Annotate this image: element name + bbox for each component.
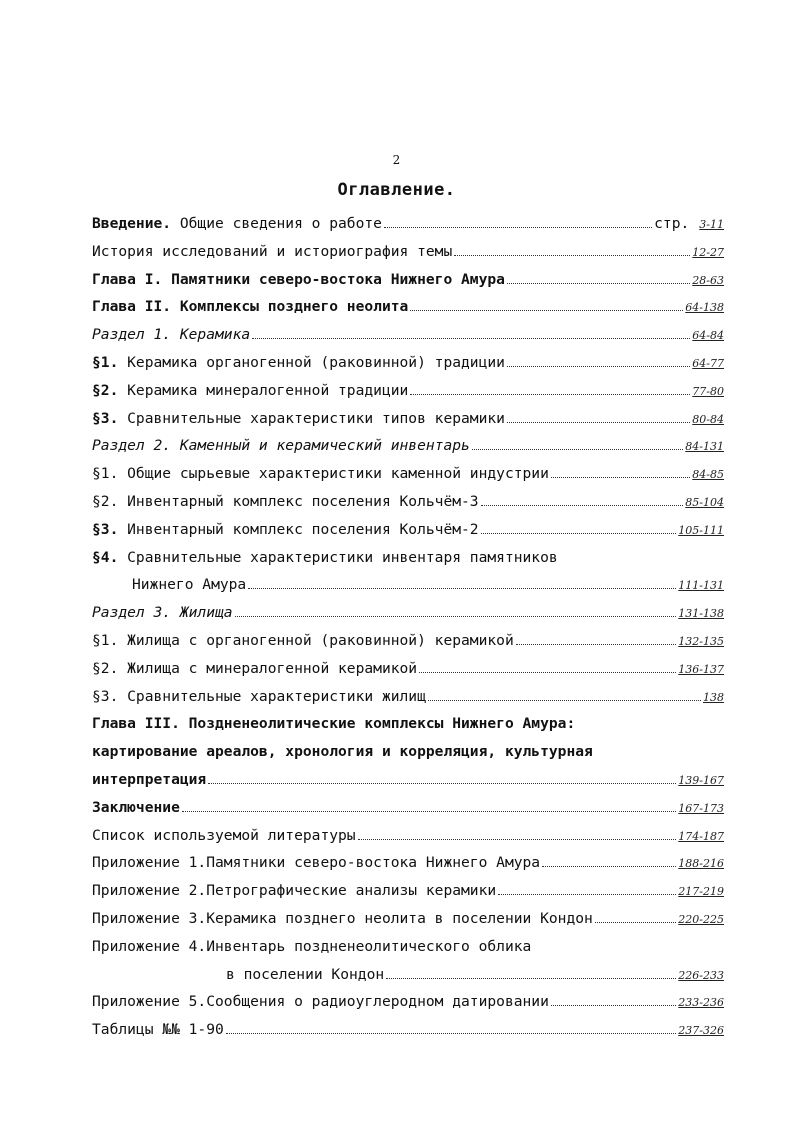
toc-entry xyxy=(92,599,724,627)
page-range: 138 xyxy=(703,690,724,704)
toc-entry-text-text: Таблицы №№ 1-90 xyxy=(92,1021,224,1039)
dot-leader xyxy=(410,377,690,395)
toc-entry-title xyxy=(132,571,246,599)
toc-entry-title xyxy=(92,293,408,321)
toc-entry-title xyxy=(92,405,505,433)
toc-entry xyxy=(92,432,724,460)
toc-entry-text-text: Приложение 5.Сообщения о радиоуглеродном датировании xyxy=(92,993,549,1011)
toc-entry-title xyxy=(92,988,549,1016)
toc-entry-text-text: Приложение 2.Петрографические анализы керамики xyxy=(92,882,497,900)
toc-entry-text-text: Список используемой литературы xyxy=(92,826,356,844)
page-range: 139-167 xyxy=(678,773,724,787)
toc-entry xyxy=(92,905,724,933)
toc-entry-bold-text: Заключение xyxy=(92,798,180,816)
toc-entry-title xyxy=(92,377,408,405)
toc-entry xyxy=(92,933,724,961)
toc-entry-title xyxy=(92,460,549,488)
page-title: Оглавление. xyxy=(337,180,456,200)
page-abbrev: стр. xyxy=(654,215,690,232)
toc-entry-title xyxy=(92,321,250,349)
toc-entry xyxy=(92,710,724,738)
toc-entry xyxy=(92,794,724,822)
dot-leader xyxy=(208,766,676,784)
toc-entry-text-text: Инвентарный комплекс поселения Кольчём-2 xyxy=(118,520,479,538)
toc-entry-title xyxy=(92,849,540,877)
page-range: 220-225 xyxy=(678,912,724,926)
toc-entry xyxy=(92,988,724,1016)
toc-entry xyxy=(92,683,724,711)
dot-leader xyxy=(507,405,690,423)
dot-leader xyxy=(507,266,690,284)
toc-entry-title xyxy=(92,877,496,905)
toc-entry-bold-text: Глава I. Памятники северо-востока Нижнего Амура xyxy=(92,270,505,288)
toc-entry xyxy=(92,349,724,377)
toc-entry-title xyxy=(92,905,593,933)
toc-entry-text-text: §2. Жилища с минералогенной керамикой xyxy=(92,659,418,677)
page-range: 132-135 xyxy=(678,634,724,648)
toc-entry-title xyxy=(92,933,531,961)
toc-entry xyxy=(92,877,724,905)
toc-entry-title xyxy=(92,766,206,794)
toc-entry xyxy=(92,766,724,794)
page-range: 80-84 xyxy=(692,412,724,426)
page-range: 111-131 xyxy=(678,579,724,593)
toc-entry xyxy=(92,1016,724,1044)
page-range: 84-85 xyxy=(692,468,724,482)
toc-entry-title xyxy=(92,794,180,822)
toc-entry-bold-text: Введение. xyxy=(92,215,172,232)
page-range: 217-219 xyxy=(678,885,724,899)
table-of-contents xyxy=(92,210,724,1044)
dot-leader xyxy=(384,210,652,228)
toc-entry-title xyxy=(92,544,558,572)
toc-entry-bold-text: §3. xyxy=(92,520,119,538)
dot-leader xyxy=(595,905,676,923)
toc-entry xyxy=(92,377,724,405)
toc-entry-title xyxy=(92,822,356,850)
toc-entry-bold-text: Глава III. Поздненеолитические комплексы Нижнего Амура: xyxy=(92,715,576,733)
toc-entry-bold-text: Глава II. Комплексы позднего неолита xyxy=(92,298,409,316)
dot-leader xyxy=(551,988,676,1006)
toc-entry-italic-text: Раздел 3. Жилища xyxy=(92,604,233,622)
toc-entry-title xyxy=(92,1016,224,1044)
toc-entry-text-text: Керамика минералогенной традиции xyxy=(118,381,409,399)
page-range: 28-63 xyxy=(692,273,724,287)
dot-leader xyxy=(410,293,683,311)
toc-entry-text-text: Приложение 4.Инвентарь поздненеолитического облика xyxy=(92,937,532,955)
toc-entry xyxy=(92,516,724,544)
toc-entry-title xyxy=(92,432,470,460)
toc-entry-text-text: §1. Жилища с органогенной (раковинной) керамикой xyxy=(92,631,514,649)
toc-entry xyxy=(92,822,724,850)
toc-entry xyxy=(92,405,724,433)
page-range: 136-137 xyxy=(678,662,724,676)
toc-entry-bold-text: §4. xyxy=(92,548,119,566)
dot-leader xyxy=(542,849,676,867)
toc-entry xyxy=(92,210,724,238)
toc-entry-bold-text: §2. xyxy=(92,381,119,399)
toc-entry-title xyxy=(92,238,452,266)
toc-entry-title xyxy=(92,710,575,738)
toc-entry-bold-text: §3. xyxy=(92,409,119,427)
page-range: 12-27 xyxy=(692,245,724,259)
page-range: 233-236 xyxy=(678,996,724,1010)
toc-entry xyxy=(92,266,724,294)
toc-entry xyxy=(92,238,724,266)
page-range: 105-111 xyxy=(678,523,724,537)
toc-entry-title xyxy=(92,210,382,238)
toc-entry-text-text: Сравнительные характеристики инвентаря памятников xyxy=(118,548,558,566)
toc-entry-text-text: §1. Общие сырьевые характеристики каменной индустрии xyxy=(92,465,549,483)
dot-leader xyxy=(507,349,690,367)
toc-entry-bold-text: картирование ареалов, хронология и корреляция, культурная xyxy=(92,743,593,761)
toc-entry xyxy=(92,655,724,683)
toc-entry-text-text: Нижнего Амура xyxy=(132,576,247,594)
dot-leader xyxy=(498,877,676,895)
dot-leader xyxy=(358,822,677,840)
toc-entry-text-text: в поселении Кондон xyxy=(226,965,385,983)
toc-entry-text-text: §3. Сравнительные характеристики жилищ xyxy=(92,687,426,705)
toc-entry-title xyxy=(92,738,593,766)
toc-entry xyxy=(92,849,724,877)
toc-entry xyxy=(92,738,724,766)
toc-entry-title xyxy=(92,266,505,294)
toc-entry xyxy=(92,488,724,516)
dot-leader xyxy=(226,1016,676,1034)
toc-entry-text-text: Общие сведения о работе xyxy=(171,215,382,232)
page-range: 174-187 xyxy=(678,829,724,843)
toc-entry-title xyxy=(92,349,505,377)
dot-leader xyxy=(481,516,677,534)
page-range: 64-84 xyxy=(692,329,724,343)
page-range: 226-233 xyxy=(678,968,724,982)
toc-entry-title xyxy=(92,488,479,516)
page-range: 85-104 xyxy=(685,495,724,509)
toc-entry-text-text: Керамика органогенной (раковинной) традиции xyxy=(118,353,505,371)
page-range: 64-138 xyxy=(685,301,724,315)
page-range: 64-77 xyxy=(692,356,724,370)
toc-entry-text-text: §2. Инвентарный комплекс поселения Кольчём-3 xyxy=(92,492,479,510)
toc-entry xyxy=(92,321,724,349)
dot-leader xyxy=(454,238,690,256)
toc-entry xyxy=(92,460,724,488)
page-range: 188-216 xyxy=(678,857,724,871)
toc-entry xyxy=(92,961,724,989)
dot-leader xyxy=(428,683,701,701)
dot-leader xyxy=(419,655,676,673)
toc-entry-title xyxy=(92,683,426,711)
toc-entry-title xyxy=(92,516,479,544)
toc-entry-italic-text: Раздел 2. Каменный и керамический инвентарь xyxy=(92,437,470,455)
toc-entry-text-text: Приложение 1.Памятники северо-востока Нижнего Амура xyxy=(92,854,541,872)
dot-leader xyxy=(252,321,690,339)
toc-entry-text-text: Сравнительные характеристики типов керамики xyxy=(118,409,505,427)
toc-entry-title xyxy=(92,655,417,683)
toc-entry-title xyxy=(92,599,233,627)
toc-entry-text-text: История исследований и историография темы xyxy=(92,242,453,260)
dot-leader xyxy=(248,571,676,589)
page-range: 131-138 xyxy=(678,607,724,621)
toc-entry xyxy=(92,293,724,321)
dot-leader xyxy=(481,488,684,506)
toc-entry-title xyxy=(92,627,514,655)
toc-entry-bold-text: §1. xyxy=(92,353,119,371)
dot-leader xyxy=(386,961,676,979)
toc-entry-title xyxy=(226,961,384,989)
dot-leader xyxy=(516,627,677,645)
toc-entry xyxy=(92,627,724,655)
toc-entry-bold-text: интерпретация xyxy=(92,770,207,788)
toc-entry-italic-text: Раздел 1. Керамика xyxy=(92,326,251,344)
page-range: 237-326 xyxy=(678,1024,724,1038)
page-range: 84-131 xyxy=(685,440,724,454)
toc-entry-text-text: Приложение 3.Керамика позднего неолита в поселении Кондон xyxy=(92,909,593,927)
dot-leader xyxy=(551,460,690,478)
toc-entry xyxy=(92,571,724,599)
page-range: 3-11 xyxy=(699,218,724,231)
page-range: 167-173 xyxy=(678,801,724,815)
toc-entry xyxy=(92,544,724,572)
page-range: 77-80 xyxy=(692,384,724,398)
dot-leader xyxy=(182,794,676,812)
dot-leader xyxy=(472,432,683,450)
dot-leader xyxy=(235,599,677,617)
page-number: 2 xyxy=(392,153,401,167)
